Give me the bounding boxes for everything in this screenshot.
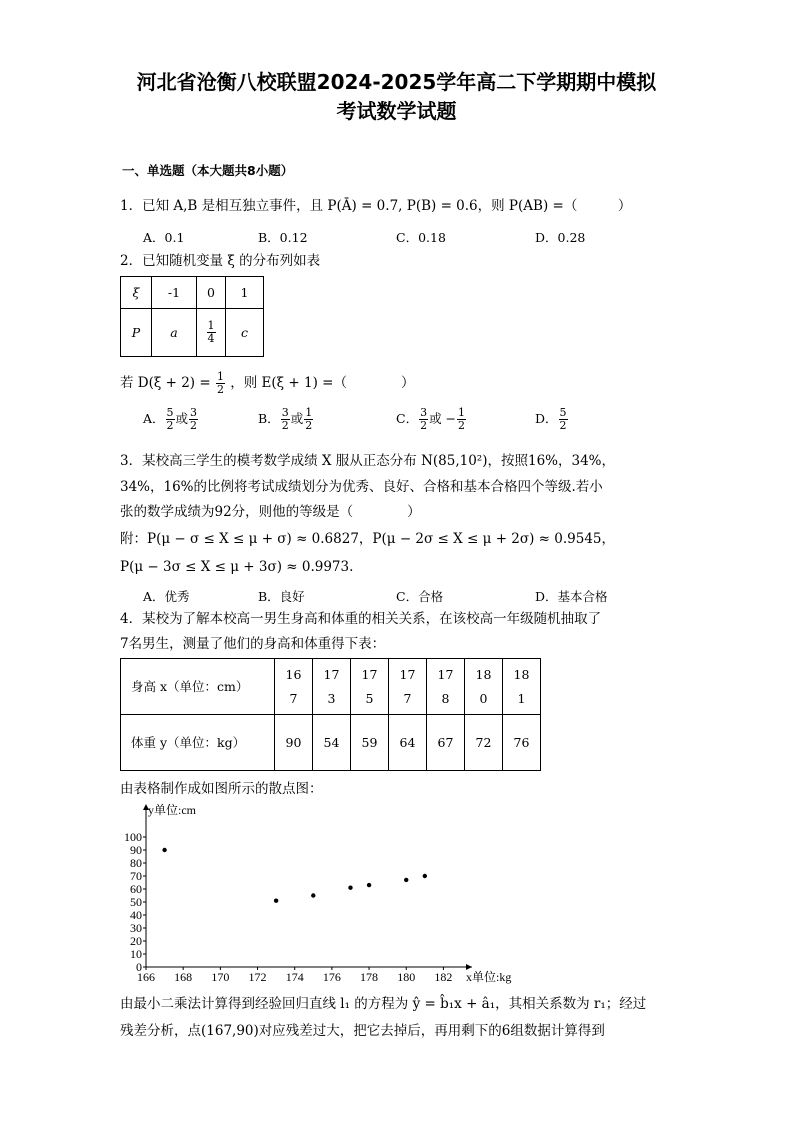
table-cell: 1 [226, 277, 264, 309]
data-point [162, 848, 166, 852]
data-point [274, 899, 278, 903]
data-point [423, 874, 427, 878]
table-cell: 17 3 [313, 659, 351, 715]
table-cell: 17 8 [427, 659, 465, 715]
data-point [367, 883, 371, 887]
y-tick-label: 60 [130, 882, 142, 896]
table-cell: 67 [427, 715, 465, 771]
y-tick-label: 90 [130, 843, 142, 857]
q1-option-d: D．0.28 [535, 230, 586, 245]
q2-option-b: B． $\frac{3}{2}$ 或 $\frac{1}{2}$ [258, 406, 313, 432]
table-row [121, 715, 541, 771]
table-cell: -1 [152, 277, 197, 309]
x-tick-label: 182 [434, 970, 453, 984]
y-tick-label: 10 [130, 947, 142, 961]
q4-line5: 残差分析，点(167,90)对应残差过大，把它去掉后，再用剩下的6组数据计算得到 [120, 1023, 605, 1039]
table-cell: a [152, 309, 197, 357]
x-tick-label: 174 [285, 970, 304, 984]
y-tick-label: 30 [130, 921, 142, 935]
table-cell: 64 [389, 715, 427, 771]
q2-option-d: D． $\frac{5}{2}$ [535, 406, 567, 432]
q3-option-c: C．合格 [396, 589, 444, 604]
q4-line4: 由最小二乘法计算得到经验回归直线 l₁ 的方程为 ŷ = b̂₁x + â₁，其相关系数为 r₁；经过 [120, 996, 647, 1012]
table-cell: ξ [121, 277, 152, 309]
q3-line5: P(μ − 3σ ≤ X ≤ μ + 3σ) ≈ 0.9973. [120, 559, 354, 575]
y-tick-label: 50 [130, 895, 142, 909]
table-cell: 17 7 [389, 659, 427, 715]
y-tick-label: 70 [130, 869, 142, 883]
table-cell [197, 309, 226, 357]
q1-option-b: B．0.12 [258, 230, 308, 245]
table-cell: 72 [465, 715, 503, 771]
table-cell: 18 0 [465, 659, 503, 715]
table-row [121, 309, 264, 357]
y-axis-label: y单位:cm [148, 803, 196, 817]
q2-option-c: C． $\frac{3}{2}$ 或 − $\frac{1}{2}$ [396, 406, 466, 432]
x-tick-label: 178 [360, 970, 379, 984]
height-weight-table [120, 658, 541, 771]
q3-line2: 34%，16%的比例将考试成绩划分为优秀、良好、合格和基本合格四个等级.若小 [120, 479, 603, 495]
data-point [348, 886, 352, 890]
data-point [311, 893, 315, 897]
table-cell: 54 [313, 715, 351, 771]
q3-option-b: B．良好 [258, 589, 305, 604]
y-tick-label: 40 [130, 908, 142, 922]
table-cell: 17 5 [351, 659, 389, 715]
q2-option-a: A． $\frac{5}{2}$ 或 $\frac{3}{2}$ [143, 406, 198, 432]
fraction: $\frac{1}{4}$ [207, 319, 215, 345]
q3-option-d: D．基本合格 [535, 589, 608, 604]
q2-condition: 若 D(ξ + 2) = $\frac{1}{2}$ ，则 E(ξ + 1) =（ ） [120, 370, 415, 396]
scatter-plot [115, 800, 515, 990]
q4-line1: 4．某校为了解本校高一男生身高和体重的相关关系，在该校高一年级随机抽取了 [120, 611, 602, 627]
section-heading: 一、单选题（本大题共8小题） [122, 163, 294, 178]
table-row [121, 277, 264, 309]
y-tick-label: 80 [130, 856, 142, 870]
x-axis-label: x单位:kg [466, 970, 512, 984]
table-header-cell: 身高 x（单位：cm） [121, 659, 275, 715]
page-title-line1: 河北省沧衡八校联盟2024-2025学年高二下学期期中模拟 [136, 70, 657, 94]
x-tick-label: 176 [322, 970, 341, 984]
y-tick-label: 20 [130, 934, 142, 948]
x-tick-label: 180 [397, 970, 416, 984]
y-tick-label: 100 [124, 830, 142, 844]
data-point [404, 878, 408, 882]
x-tick-label: 166 [137, 970, 155, 984]
q4-line2: 7名男生，测量了他们的身高和体重得下表： [120, 636, 386, 652]
q3-line4: 附：P(μ − σ ≤ X ≤ μ + σ) ≈ 0.6827，P(μ − 2σ ≤ X ≤ μ + 2σ) ≈ 0.9545， [120, 531, 616, 547]
q3-option-a: A．优秀 [143, 589, 190, 604]
q1-option-a: A．0.1 [143, 230, 185, 245]
q2-stem: 2．已知随机变量 ξ 的分布列如表 [120, 253, 321, 269]
table-header-cell: 体重 y（单位：kg） [121, 715, 275, 771]
y-tick-label: 0 [136, 960, 142, 974]
table-cell: 0 [197, 277, 226, 309]
table-cell: 76 [503, 715, 541, 771]
table-row [121, 659, 541, 715]
table-cell: c [226, 309, 264, 357]
x-tick-label: 168 [174, 970, 193, 984]
distribution-table [120, 276, 264, 357]
q1-option-c: C．0.18 [396, 230, 446, 245]
table-cell: 59 [351, 715, 389, 771]
q4-line3: 由表格制作成如图所示的散点图： [120, 781, 323, 797]
q3-line1: 3．某校高三学生的模考数学成绩 X 服从正态分布 N(85,10²)，按照16%，34%， [120, 453, 615, 469]
table-cell: 90 [275, 715, 313, 771]
x-tick-label: 170 [211, 970, 230, 984]
page-title-line2: 考试数学试题 [336, 99, 457, 123]
x-tick-label: 172 [248, 970, 267, 984]
table-cell: 18 1 [503, 659, 541, 715]
q1-stem: 1．已知 A,B 是相互独立事件，且 P(Ā) = 0.7, P(B) = 0.6，则 P(AB) =（ ） [120, 198, 632, 214]
table-cell: 16 7 [275, 659, 313, 715]
q3-line3: 张的数学成绩为92分，则他的等级是（ ） [120, 504, 421, 520]
table-cell: P [121, 309, 152, 357]
